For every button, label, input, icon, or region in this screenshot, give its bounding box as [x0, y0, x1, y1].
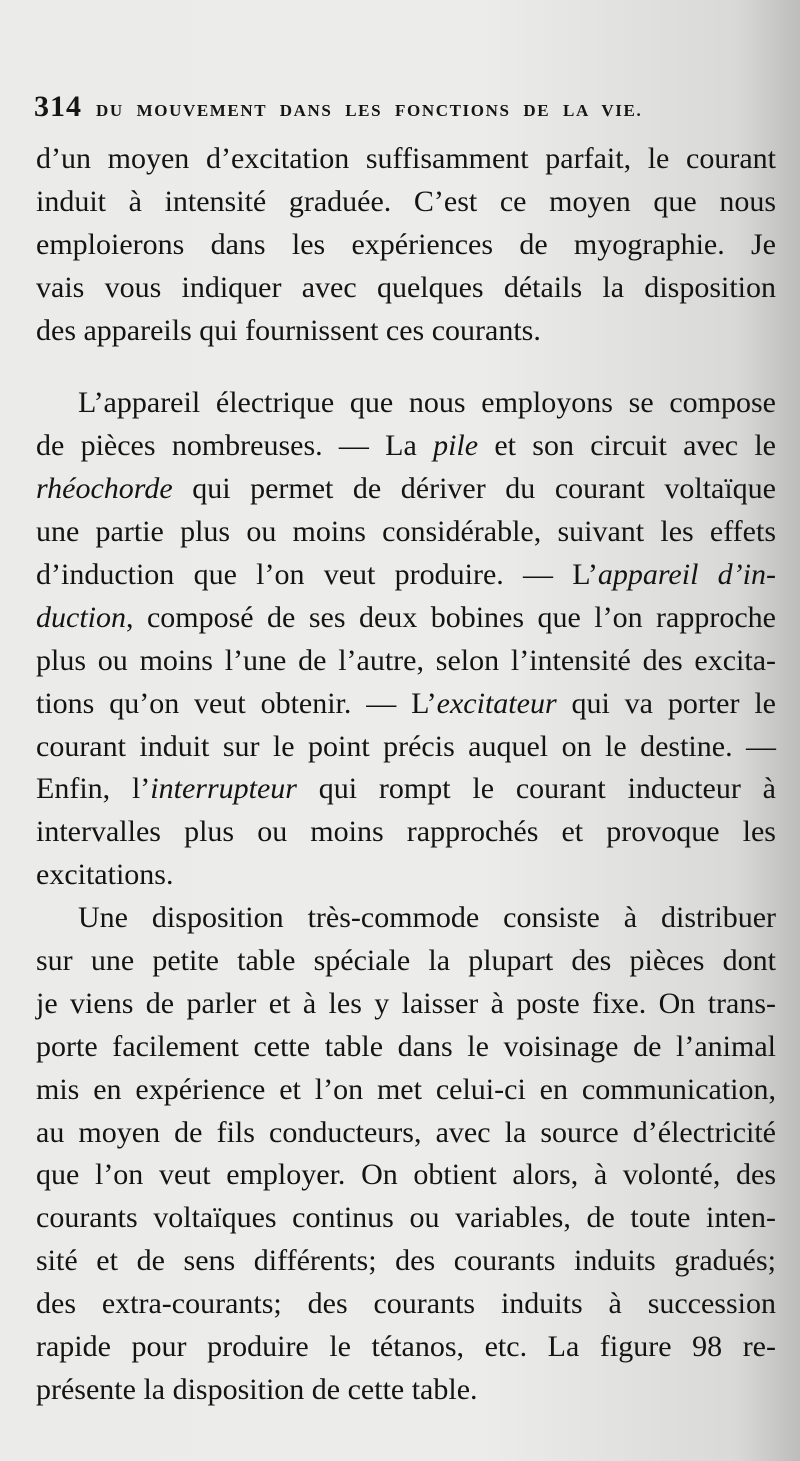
italic-term: rhéochorde	[36, 472, 173, 506]
text-line	[36, 597, 776, 640]
text-run: que l’on veut employer. On obtient alors, à volonté, des	[36, 1158, 776, 1192]
text-line	[36, 1283, 776, 1326]
text-run: L’appareil électrique que nous employons se compose	[78, 386, 776, 420]
text-line	[36, 768, 776, 811]
text-line	[36, 983, 776, 1026]
italic-term: interrupteur	[150, 772, 297, 806]
italic-term: pile	[433, 429, 479, 463]
page-number: 314	[34, 90, 82, 123]
text-line	[36, 811, 776, 854]
text-line	[36, 1112, 776, 1155]
paragraph	[36, 138, 776, 352]
text-line	[36, 1326, 776, 1369]
text-run: des extra-courants; des courants induits à succession	[36, 1287, 776, 1321]
text-run: courants voltaïques continus ou variables, de toute inten-	[36, 1201, 776, 1235]
text-run: porte facilement cette table dans le voisinage de l’animal	[36, 1029, 776, 1063]
italic-term: excitateur	[436, 686, 557, 720]
text-run: emploierons dans les expériences de myographie. Je	[36, 227, 776, 261]
text-line	[36, 224, 776, 267]
text-line	[36, 181, 776, 224]
text-run: au moyen de fils conducteurs, avec la source d’électricité	[36, 1115, 776, 1149]
text-line	[36, 267, 776, 310]
text-run: plus ou moins l’une de l’autre, selon l’intensité des excita-	[36, 643, 776, 677]
text-line	[36, 511, 776, 554]
text-run: d’un moyen d’excitation suffisamment parfait, le courant	[36, 142, 776, 175]
text-line	[36, 683, 776, 726]
text-run: sur une petite table spéciale la plupart des pièces dont	[36, 944, 776, 978]
text-line	[36, 897, 776, 940]
paragraph	[36, 897, 776, 1412]
paragraph-gap	[36, 352, 776, 382]
text-line	[36, 310, 776, 353]
text-run: , composé de ses deux bobines que l’on rapproche	[126, 600, 776, 634]
text-run: tions qu’on veut obtenir. — L’	[36, 686, 437, 720]
text-run: je viens de parler et à les y laisser à poste fixe. On trans-	[36, 986, 776, 1020]
text-line	[36, 554, 776, 597]
text-line	[36, 1240, 776, 1283]
paragraph	[36, 382, 776, 897]
text-run: rapide pour produire le tétanos, etc. La figure 98 re-	[36, 1330, 776, 1364]
page-header	[34, 90, 714, 126]
text-line	[36, 1069, 776, 1112]
text-run: courant induit sur le point précis auquel on le destine. —	[36, 729, 776, 763]
italic-term: appareil d’in-	[597, 558, 776, 592]
text-line	[36, 640, 776, 683]
text-line	[36, 1026, 776, 1069]
text-run: qui permet de dériver du courant voltaïque	[172, 472, 776, 506]
text-run: vais vous indiquer avec quelques détails la disposition	[36, 270, 776, 304]
text-run: qui va porter le	[556, 686, 776, 720]
text-line	[36, 940, 776, 983]
text-run: qui rompt le courant inducteur à	[296, 772, 776, 806]
text-run: et son circuit avec le	[478, 429, 776, 463]
text-line	[36, 425, 776, 468]
text-run: de pièces nombreuses. — La	[36, 429, 434, 463]
text-line	[36, 1369, 776, 1412]
text-line	[36, 382, 776, 425]
text-line	[36, 468, 776, 511]
text-run: Une disposition très-commode consiste à distribuer	[78, 901, 776, 935]
text-line	[36, 1154, 776, 1197]
text-run: présente la disposition de cette table.	[36, 1372, 478, 1406]
text-run: sité et de sens différents; des courants induits gradués;	[36, 1244, 776, 1278]
text-run: des appareils qui fournissent ces courants.	[36, 313, 541, 347]
body-text	[36, 138, 776, 1412]
text-run: Enfin, l’	[36, 772, 151, 806]
text-line	[36, 138, 776, 181]
text-line	[36, 854, 776, 897]
text-run: une partie plus ou moins considérable, suivant les effets	[36, 515, 776, 549]
text-run: mis en expérience et l’on met celui-ci en communication,	[36, 1072, 776, 1106]
text-line	[36, 726, 776, 769]
running-head: DU MOUVEMENT DANS LES FONCTIONS DE LA VIE.	[96, 101, 643, 120]
text-run: d’induction que l’on veut produire. — L’	[36, 558, 598, 592]
text-line	[36, 1197, 776, 1240]
text-run: intervalles plus ou moins rapprochés et provoque les	[36, 815, 776, 849]
italic-term: duction	[36, 600, 126, 634]
text-run: induit à intensité graduée. C’est ce moyen que nous	[36, 184, 776, 218]
text-run: excitations.	[36, 858, 174, 892]
